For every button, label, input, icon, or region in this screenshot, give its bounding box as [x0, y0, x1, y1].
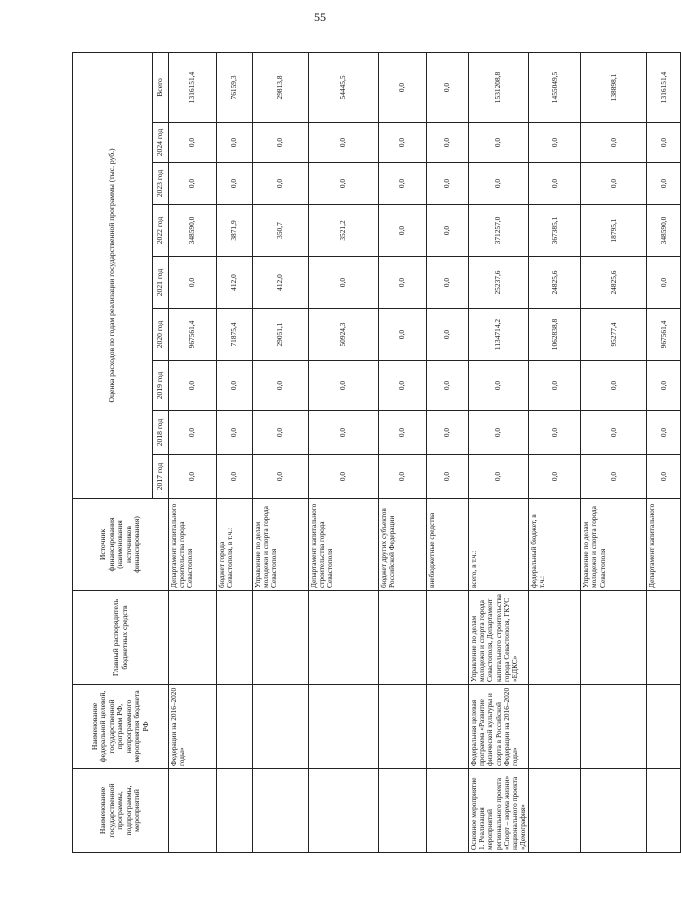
cell-value: 0,0	[469, 455, 529, 499]
cell-c2	[427, 685, 469, 769]
cell-value: 0,0	[581, 123, 647, 163]
cell-value: 0,0	[427, 309, 469, 361]
cell-value: 1316151,4	[647, 52, 681, 122]
table-row	[647, 52, 681, 852]
table-row	[217, 52, 253, 852]
cell-value: 0,0	[647, 361, 681, 411]
cell-value: 0,0	[427, 52, 469, 122]
header-year: 2021 год	[153, 257, 169, 309]
cell-c1	[529, 769, 581, 853]
cell-value: 76159,3	[217, 52, 253, 122]
cell-value: 0,0	[169, 455, 217, 499]
cell-value: 0,0	[253, 123, 309, 163]
cell-c1	[427, 769, 469, 853]
cell-value: 24825,6	[529, 257, 581, 309]
cell-value: 0,0	[427, 163, 469, 205]
cell-value: 71875,4	[217, 309, 253, 361]
cell-value: 0,0	[169, 411, 217, 455]
cell-value: 0,0	[581, 163, 647, 205]
cell-value: 1455049,5	[529, 52, 581, 122]
cell-value: 0,0	[169, 163, 217, 205]
cell-c4: всего, в т.ч.:	[469, 499, 529, 591]
cell-value: 0,0	[217, 163, 253, 205]
cell-c2	[309, 685, 379, 769]
cell-value: 24825,6	[581, 257, 647, 309]
table-row	[309, 52, 379, 852]
cell-value: 412,0	[217, 257, 253, 309]
table-row	[529, 52, 581, 852]
cell-c3	[647, 591, 681, 685]
cell-c3	[427, 591, 469, 685]
cell-c1	[379, 769, 427, 853]
cell-value: 0,0	[379, 257, 427, 309]
header-funding-source: Источник финансирования (наименования источников финансирования)	[73, 499, 169, 591]
cell-value: 0,0	[379, 455, 427, 499]
cell-value: 25237,6	[469, 257, 529, 309]
cell-c3	[379, 591, 427, 685]
cell-value: 0,0	[647, 455, 681, 499]
cell-c2	[529, 685, 581, 769]
cell-value: 0,0	[379, 361, 427, 411]
cell-value: 0,0	[647, 411, 681, 455]
header-year: 2022 год	[153, 205, 169, 257]
table-row	[469, 52, 529, 852]
budget-table-sheet	[72, 53, 668, 853]
cell-value: 0,0	[427, 205, 469, 257]
cell-value: 0,0	[379, 411, 427, 455]
cell-value: 0,0	[309, 123, 379, 163]
cell-value: 0,0	[427, 361, 469, 411]
cell-value: 0,0	[309, 163, 379, 205]
cell-c3	[253, 591, 309, 685]
cell-value: 3871,9	[217, 205, 253, 257]
cell-value: 0,0	[529, 361, 581, 411]
cell-c1	[169, 769, 217, 853]
header-year: 2023 год	[153, 163, 169, 205]
cell-value: 0,0	[217, 123, 253, 163]
cell-value: 0,0	[309, 411, 379, 455]
cell-value: 0,0	[169, 123, 217, 163]
cell-value: 0,0	[469, 411, 529, 455]
cell-value: 0,0	[647, 123, 681, 163]
cell-value: 350,7	[253, 205, 309, 257]
cell-value: 0,0	[647, 257, 681, 309]
table-row	[379, 52, 427, 852]
cell-c4: Департамент капитального строительства города Севастополя	[309, 499, 379, 591]
budget-table	[72, 52, 681, 853]
header-year: Всего	[153, 52, 169, 122]
cell-value: 0,0	[217, 361, 253, 411]
cell-c2: Федеральная целевая программа «Развитие физической культуры и спорта в Российской Федерации на 2016–2020 годы»	[469, 685, 529, 769]
cell-value: 0,0	[427, 455, 469, 499]
cell-value: 0,0	[309, 257, 379, 309]
cell-value: 0,0	[529, 163, 581, 205]
cell-c4: бюджет других субъектов Российской Федерации	[379, 499, 427, 591]
header-year: 2019 год	[153, 361, 169, 411]
header-federal-program: Наименование федеральной целевой, государственной программ РФ, непрограммного мероприятия бюджета РФ	[73, 685, 169, 769]
cell-c4: Управление по делам молодежи и спорта города Севастополя	[581, 499, 647, 591]
cell-value: 0,0	[581, 361, 647, 411]
cell-c3	[217, 591, 253, 685]
cell-c3	[529, 591, 581, 685]
cell-c4: Управление по делам молодежи и спорта города Севастополя	[253, 499, 309, 591]
cell-c3: Управление по делам молодежи и спорта города Севастополя, Департамент капитального строительства города Севастополя, ГКУС «ЕДКС»	[469, 591, 529, 685]
cell-value: 18795,1	[581, 205, 647, 257]
cell-c2	[379, 685, 427, 769]
cell-value: 0,0	[379, 205, 427, 257]
cell-value: 95277,4	[581, 309, 647, 361]
header-year: 2020 год	[153, 309, 169, 361]
cell-value: 1062838,8	[529, 309, 581, 361]
cell-value: 0,0	[427, 123, 469, 163]
header-year: 2018 год	[153, 411, 169, 455]
cell-c4: Департамент капитального	[647, 499, 681, 591]
cell-c4: Департамент капитального строительства города Севастополя	[169, 499, 217, 591]
header-program: Наименование государственной программы, подпрограммы, мероприятий	[73, 769, 169, 853]
cell-c4: федеральный бюджет, в т.ч.:	[529, 499, 581, 591]
cell-value: 1531208,8	[469, 52, 529, 122]
cell-c1	[647, 769, 681, 853]
cell-value: 371257,0	[469, 205, 529, 257]
cell-value: 0,0	[217, 411, 253, 455]
cell-value: 0,0	[379, 163, 427, 205]
cell-c2	[253, 685, 309, 769]
cell-value: 29051,1	[253, 309, 309, 361]
cell-value: 967561,4	[647, 309, 681, 361]
cell-value: 29813,8	[253, 52, 309, 122]
cell-value: 138898,1	[581, 52, 647, 122]
cell-c1	[309, 769, 379, 853]
cell-value: 0,0	[309, 455, 379, 499]
cell-value: 348590,0	[169, 205, 217, 257]
cell-value: 0,0	[529, 411, 581, 455]
cell-c3	[169, 591, 217, 685]
cell-value: 0,0	[309, 361, 379, 411]
cell-value: 0,0	[253, 455, 309, 499]
cell-value: 0,0	[379, 309, 427, 361]
cell-value: 0,0	[469, 163, 529, 205]
cell-value: 0,0	[169, 361, 217, 411]
cell-c1	[581, 769, 647, 853]
cell-value: 348590,0	[647, 205, 681, 257]
cell-c1	[217, 769, 253, 853]
cell-value: 50924,3	[309, 309, 379, 361]
cell-value: 0,0	[427, 257, 469, 309]
cell-c2: Федерации на 2016–2020 годы»	[169, 685, 217, 769]
table-row	[581, 52, 647, 852]
cell-c1	[253, 769, 309, 853]
page-number: 55	[314, 10, 326, 24]
cell-value: 3521,2	[309, 205, 379, 257]
cell-c4: бюджет города Севастополя, в т.ч.:	[217, 499, 253, 591]
cell-value: 0,0	[379, 123, 427, 163]
table-row	[253, 52, 309, 852]
cell-value: 412,0	[253, 257, 309, 309]
cell-value: 0,0	[253, 361, 309, 411]
cell-value: 0,0	[469, 361, 529, 411]
cell-value: 0,0	[647, 163, 681, 205]
cell-value: 0,0	[581, 411, 647, 455]
cell-value: 0,0	[529, 455, 581, 499]
header-expense-estimate: Оценка расходов по годам реализации государственной программы (тыс. руб.)	[73, 52, 153, 498]
cell-value: 54445,5	[309, 52, 379, 122]
cell-value: 0,0	[469, 123, 529, 163]
cell-c3	[309, 591, 379, 685]
cell-value: 0,0	[169, 257, 217, 309]
cell-c2	[581, 685, 647, 769]
header-year: 2017 год	[153, 455, 169, 499]
cell-value: 1316151,4	[169, 52, 217, 122]
cell-c3	[581, 591, 647, 685]
cell-value: 0,0	[217, 455, 253, 499]
header-budget-manager: Главный распорядитель бюджетных средств	[73, 591, 169, 685]
header-year: 2024 год	[153, 123, 169, 163]
cell-value: 0,0	[253, 411, 309, 455]
table-row	[169, 52, 217, 852]
table-row	[427, 52, 469, 852]
cell-c4: внебюджетные средства	[427, 499, 469, 591]
cell-c2	[647, 685, 681, 769]
cell-value: 0,0	[581, 455, 647, 499]
cell-c2	[217, 685, 253, 769]
cell-value: 1134714,2	[469, 309, 529, 361]
cell-value: 367385,1	[529, 205, 581, 257]
cell-value: 0,0	[529, 123, 581, 163]
cell-value: 0,0	[253, 163, 309, 205]
cell-value: 0,0	[379, 52, 427, 122]
cell-c1: Основное мероприятие 1. Реализация мероприятий регионального проекта «Спорт – норма жизни» национального проекта «Демография»	[469, 769, 529, 853]
cell-value: 967561,4	[169, 309, 217, 361]
cell-value: 0,0	[427, 411, 469, 455]
